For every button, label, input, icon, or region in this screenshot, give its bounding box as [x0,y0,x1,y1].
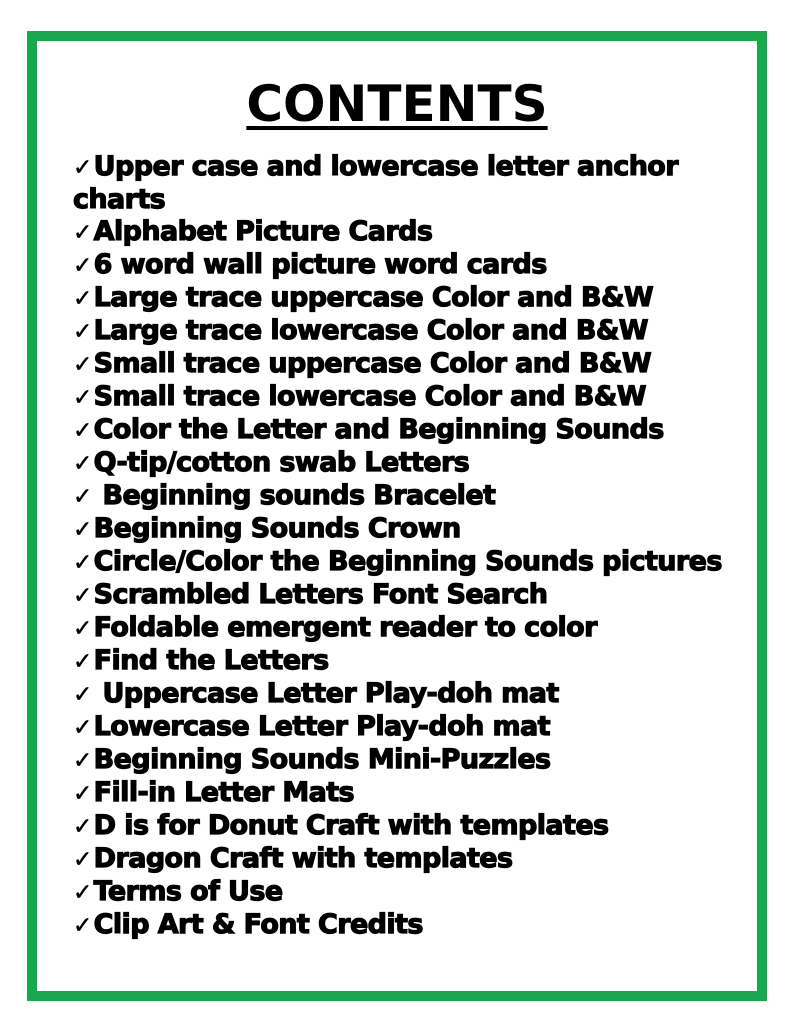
list-item [73,249,743,282]
list-item [73,909,743,942]
list-item-text: Color the Letter and Beginning Sounds [93,414,664,445]
checkmark-icon: ✓ [73,814,92,840]
checkmark-icon: ✓ [73,715,92,741]
page-title [37,75,757,133]
list-item [73,216,743,249]
list-item-text: Foldable emergent reader to color [93,612,597,643]
checkmark-icon: ✓ [73,418,92,444]
checkmark-icon: ✓ [73,352,92,378]
list-item-text: Upper case and lowercase letter anchor charts [73,151,678,215]
checkmark-icon: ✓ [73,781,92,807]
page-border [27,31,767,1001]
list-item [73,876,743,909]
list-item-text: Dragon Craft with templates [93,843,513,874]
list-item [73,777,743,810]
list-item-text: Small trace lowercase Color and B&W [93,381,646,412]
checkmark-icon: ✓ [73,748,92,774]
list-item-text: Uppercase Letter Play-doh mat [93,678,559,709]
checkmark-icon: ✓ [73,913,92,939]
contents-list [73,151,743,942]
list-item [73,315,743,348]
list-item-text: D is for Donut Craft with templates [93,810,609,841]
list-item [73,414,743,447]
list-item-text: Large trace uppercase Color and B&W [93,282,654,313]
checkmark-icon: ✓ [73,517,92,543]
checkmark-icon: ✓ [73,847,92,873]
list-item [73,447,743,480]
list-item-text: Large trace lowercase Color and B&W [93,315,648,346]
page-title-text: CONTENTS [246,75,548,133]
list-item [73,151,743,216]
list-item [73,579,743,612]
list-item-text: Terms of Use [93,876,283,907]
list-item-text: Beginning Sounds Mini-Puzzles [93,744,551,775]
list-item-text: Fill-in Letter Mats [93,777,354,808]
list-item-text: Small trace uppercase Color and B&W [93,348,652,379]
list-item [73,810,743,843]
list-item-text: Scrambled Letters Font Search [93,579,548,610]
list-item [73,645,743,678]
list-item-text: Q-tip/cotton swab Letters [93,447,470,478]
list-item-text: 6 word wall picture word cards [93,249,547,280]
checkmark-icon: ✓ [73,451,92,477]
checkmark-icon: ✓ [73,649,92,675]
list-item-text: Lowercase Letter Play-doh mat [93,711,550,742]
checkmark-icon: ✓ [73,484,92,510]
list-item-text: Clip Art & Font Credits [93,909,423,940]
list-item-text: Circle/Color the Beginning Sounds pictures [93,546,722,577]
checkmark-icon: ✓ [73,319,92,345]
checkmark-icon: ✓ [73,880,92,906]
list-item [73,546,743,579]
checkmark-icon: ✓ [73,583,92,609]
list-item-text: Find the Letters [93,645,329,676]
checkmark-icon: ✓ [73,286,92,312]
list-item [73,480,743,513]
list-item [73,678,743,711]
list-item [73,348,743,381]
checkmark-icon: ✓ [73,220,92,246]
list-item [73,381,743,414]
list-item [73,843,743,876]
checkmark-icon: ✓ [73,155,92,181]
list-item-text: Beginning Sounds Crown [93,513,461,544]
checkmark-icon: ✓ [73,682,92,708]
list-item [73,513,743,546]
checkmark-icon: ✓ [73,253,92,279]
list-item-text: Beginning sounds Bracelet [93,480,496,511]
checkmark-icon: ✓ [73,616,92,642]
list-item [73,612,743,645]
checkmark-icon: ✓ [73,550,92,576]
list-item-text: Alphabet Picture Cards [93,216,433,247]
list-item [73,744,743,777]
list-item [73,282,743,315]
list-item [73,711,743,744]
checkmark-icon: ✓ [73,385,92,411]
